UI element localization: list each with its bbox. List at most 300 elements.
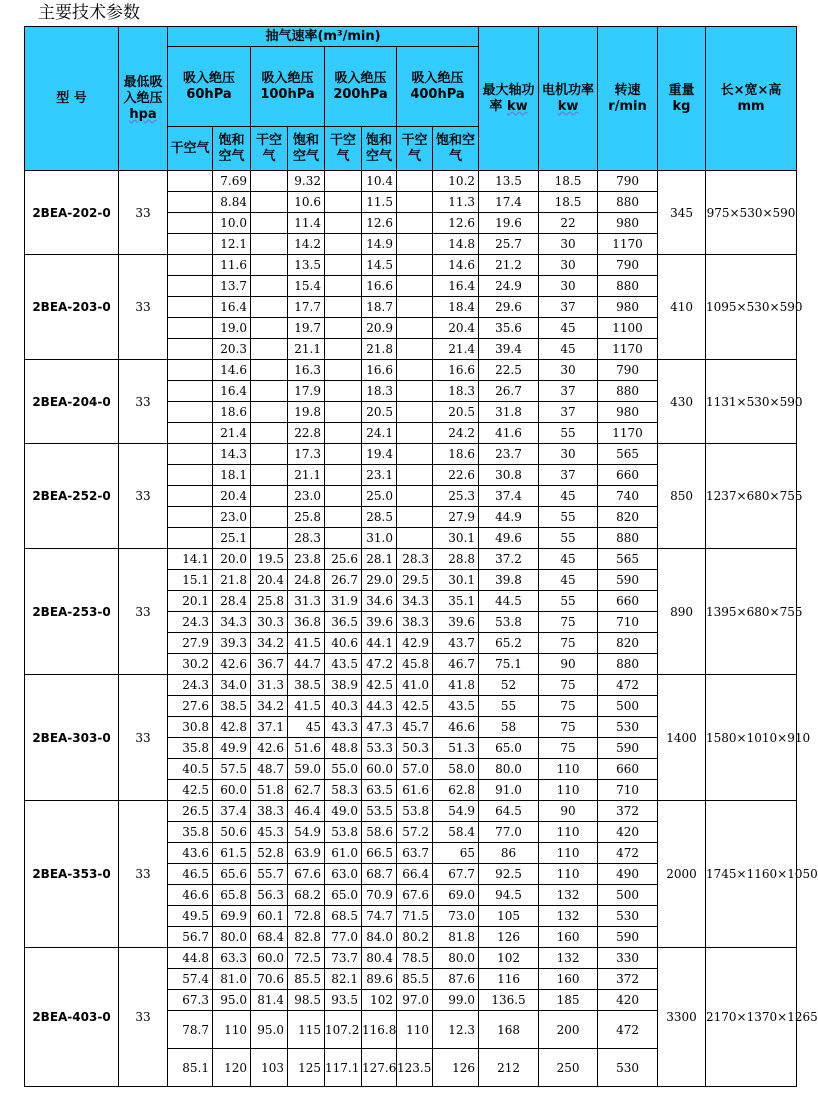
sat-400-cell: 58.4 bbox=[433, 822, 479, 843]
speed-cell: 565 bbox=[598, 549, 658, 570]
sat-400-cell: 25.3 bbox=[433, 486, 479, 507]
header-p60: 吸入绝压 60hPa bbox=[168, 47, 251, 127]
dry-200-cell: 31.9 bbox=[325, 591, 362, 612]
sat-100-cell: 9.32 bbox=[288, 171, 325, 192]
dry-60-cell: 67.3 bbox=[168, 990, 213, 1011]
max-shaft-power-cell: 41.6 bbox=[479, 423, 539, 444]
motor-power-cell: 45 bbox=[539, 549, 598, 570]
sat-100-cell: 22.8 bbox=[288, 423, 325, 444]
sat-400-cell: 54.9 bbox=[433, 801, 479, 822]
dry-400-cell: 42.9 bbox=[397, 633, 433, 654]
table-row bbox=[25, 360, 797, 381]
spec-table-body bbox=[25, 171, 818, 1087]
dry-60-cell: 85.1 bbox=[168, 1049, 213, 1087]
sat-400-cell: 46.7 bbox=[433, 654, 479, 675]
max-shaft-power-cell: 35.6 bbox=[479, 318, 539, 339]
sat-200-cell: 74.7 bbox=[362, 906, 397, 927]
dry-100-cell bbox=[251, 528, 288, 549]
dry-60-cell: 15.1 bbox=[168, 570, 213, 591]
dry-200-cell: 48.8 bbox=[325, 738, 362, 759]
header-weight: 重量 kg bbox=[658, 27, 706, 171]
speed-cell: 565 bbox=[598, 444, 658, 465]
sat-400-cell: 20.4 bbox=[433, 318, 479, 339]
sat-100-cell: 41.5 bbox=[288, 633, 325, 654]
sat-100-cell: 14.2 bbox=[288, 234, 325, 255]
sat-200-cell: 20.9 bbox=[362, 318, 397, 339]
dry-400-cell bbox=[397, 381, 433, 402]
motor-power-cell: 18.5 bbox=[539, 171, 598, 192]
dry-200-cell: 61.0 bbox=[325, 843, 362, 864]
max-shaft-power-cell: 212 bbox=[479, 1049, 539, 1087]
dry-100-cell: 31.3 bbox=[251, 675, 288, 696]
sat-100-cell: 31.3 bbox=[288, 591, 325, 612]
dry-60-cell bbox=[168, 507, 213, 528]
sat-60-cell: 110 bbox=[213, 1011, 251, 1049]
dry-400-cell bbox=[397, 507, 433, 528]
header-dry-60: 干空气 bbox=[168, 127, 213, 171]
speed-cell: 420 bbox=[598, 990, 658, 1011]
dims-cell: 1395×680×755 bbox=[706, 549, 797, 675]
dry-200-cell bbox=[325, 318, 362, 339]
motor-power-cell: 30 bbox=[539, 444, 598, 465]
max-shaft-power-cell: 58 bbox=[479, 717, 539, 738]
dry-400-cell: 57.0 bbox=[397, 759, 433, 780]
speed-cell: 372 bbox=[598, 969, 658, 990]
motor-power-cell: 45 bbox=[539, 318, 598, 339]
speed-cell: 980 bbox=[598, 402, 658, 423]
sat-400-cell: 46.6 bbox=[433, 717, 479, 738]
max-shaft-power-cell: 30.8 bbox=[479, 465, 539, 486]
max-shaft-power-cell: 91.0 bbox=[479, 780, 539, 801]
dry-400-cell: 38.3 bbox=[397, 612, 433, 633]
dry-60-cell bbox=[168, 276, 213, 297]
header-dry-400: 干空气 bbox=[397, 127, 433, 171]
dry-200-cell: 55.0 bbox=[325, 759, 362, 780]
weight-cell: 345 bbox=[658, 171, 706, 255]
motor-power-cell: 110 bbox=[539, 843, 598, 864]
dry-100-cell: 60.0 bbox=[251, 948, 288, 969]
dry-100-cell bbox=[251, 213, 288, 234]
speed-cell: 880 bbox=[598, 528, 658, 549]
dry-60-cell bbox=[168, 318, 213, 339]
speed-cell: 420 bbox=[598, 822, 658, 843]
dry-60-cell bbox=[168, 381, 213, 402]
sat-100-cell: 11.4 bbox=[288, 213, 325, 234]
sat-100-cell: 98.5 bbox=[288, 990, 325, 1011]
sat-400-cell: 80.0 bbox=[433, 948, 479, 969]
sat-100-cell: 46.4 bbox=[288, 801, 325, 822]
dry-100-cell: 52.8 bbox=[251, 843, 288, 864]
dims-cell: 975×530×590 bbox=[706, 171, 797, 255]
motor-power-cell: 37 bbox=[539, 381, 598, 402]
sat-100-cell: 59.0 bbox=[288, 759, 325, 780]
max-shaft-power-cell: 55 bbox=[479, 696, 539, 717]
max-shaft-power-cell: 64.5 bbox=[479, 801, 539, 822]
sat-100-cell: 82.8 bbox=[288, 927, 325, 948]
sat-60-cell: 120 bbox=[213, 1049, 251, 1087]
sat-200-cell: 89.6 bbox=[362, 969, 397, 990]
sat-100-cell: 68.2 bbox=[288, 885, 325, 906]
dry-400-cell bbox=[397, 213, 433, 234]
max-shaft-power-cell: 31.8 bbox=[479, 402, 539, 423]
dry-60-cell: 78.7 bbox=[168, 1011, 213, 1049]
max-shaft-power-cell: 44.9 bbox=[479, 507, 539, 528]
dry-400-cell bbox=[397, 402, 433, 423]
sat-200-cell: 14.9 bbox=[362, 234, 397, 255]
motor-power-cell: 37 bbox=[539, 297, 598, 318]
sat-200-cell: 127.6 bbox=[362, 1049, 397, 1087]
sat-200-cell: 116.8 bbox=[362, 1011, 397, 1049]
motor-power-cell: 55 bbox=[539, 423, 598, 444]
dry-200-cell: 43.3 bbox=[325, 717, 362, 738]
header-speed: 转速 r/min bbox=[598, 27, 658, 171]
sat-100-cell: 125 bbox=[288, 1049, 325, 1087]
sat-60-cell: 20.0 bbox=[213, 549, 251, 570]
dry-100-cell bbox=[251, 234, 288, 255]
sat-400-cell: 51.3 bbox=[433, 738, 479, 759]
motor-power-cell: 55 bbox=[539, 507, 598, 528]
motor-power-cell: 132 bbox=[539, 906, 598, 927]
sat-400-cell: 24.2 bbox=[433, 423, 479, 444]
sat-100-cell: 19.8 bbox=[288, 402, 325, 423]
header-sat-400: 饱和空气 bbox=[433, 127, 479, 171]
dry-100-cell: 56.3 bbox=[251, 885, 288, 906]
sat-60-cell: 11.6 bbox=[213, 255, 251, 276]
motor-power-cell: 55 bbox=[539, 528, 598, 549]
max-shaft-power-cell: 86 bbox=[479, 843, 539, 864]
header-sat-60: 饱和空气 bbox=[213, 127, 251, 171]
dry-200-cell bbox=[325, 339, 362, 360]
motor-power-cell: 75 bbox=[539, 696, 598, 717]
dry-400-cell: 42.5 bbox=[397, 696, 433, 717]
sat-400-cell: 43.7 bbox=[433, 633, 479, 654]
dry-400-cell bbox=[397, 276, 433, 297]
dry-400-cell: 28.3 bbox=[397, 549, 433, 570]
sat-400-cell: 11.3 bbox=[433, 192, 479, 213]
sat-100-cell: 115 bbox=[288, 1011, 325, 1049]
sat-400-cell: 65 bbox=[433, 843, 479, 864]
speed-cell: 820 bbox=[598, 633, 658, 654]
sat-100-cell: 17.9 bbox=[288, 381, 325, 402]
speed-cell: 590 bbox=[598, 738, 658, 759]
header-p200: 吸入绝压 200hPa bbox=[325, 47, 397, 127]
dry-200-cell: 93.5 bbox=[325, 990, 362, 1011]
sat-100-cell: 38.5 bbox=[288, 675, 325, 696]
sat-200-cell: 31.0 bbox=[362, 528, 397, 549]
model-cell: 2BEA-202-0 bbox=[25, 171, 119, 255]
sat-400-cell: 35.1 bbox=[433, 591, 479, 612]
dry-60-cell bbox=[168, 255, 213, 276]
dry-400-cell bbox=[397, 444, 433, 465]
sat-100-cell: 36.8 bbox=[288, 612, 325, 633]
min-pressure-cell: 33 bbox=[119, 255, 168, 360]
header-p400: 吸入绝压 400hPa bbox=[397, 47, 479, 127]
max-shaft-power-cell: 168 bbox=[479, 1011, 539, 1049]
dims-cell: 1095×530×590 bbox=[706, 255, 797, 360]
sat-200-cell: 44.1 bbox=[362, 633, 397, 654]
speed-cell: 472 bbox=[598, 675, 658, 696]
dry-100-cell: 51.8 bbox=[251, 780, 288, 801]
sat-100-cell: 63.9 bbox=[288, 843, 325, 864]
dry-100-cell: 25.8 bbox=[251, 591, 288, 612]
sat-400-cell: 14.8 bbox=[433, 234, 479, 255]
sat-400-cell: 14.6 bbox=[433, 255, 479, 276]
sat-60-cell: 57.5 bbox=[213, 759, 251, 780]
dry-100-cell bbox=[251, 402, 288, 423]
dry-400-cell: 97.0 bbox=[397, 990, 433, 1011]
dry-200-cell bbox=[325, 423, 362, 444]
max-shaft-power-cell: 126 bbox=[479, 927, 539, 948]
dry-60-cell: 56.7 bbox=[168, 927, 213, 948]
sat-200-cell: 18.3 bbox=[362, 381, 397, 402]
dry-100-cell bbox=[251, 318, 288, 339]
sat-400-cell: 10.2 bbox=[433, 171, 479, 192]
sat-200-cell: 102 bbox=[362, 990, 397, 1011]
max-shaft-power-cell: 39.8 bbox=[479, 570, 539, 591]
motor-power-cell: 75 bbox=[539, 612, 598, 633]
motor-power-cell: 90 bbox=[539, 801, 598, 822]
dry-60-cell: 43.6 bbox=[168, 843, 213, 864]
min-pressure-cell: 33 bbox=[119, 801, 168, 948]
sat-60-cell: 12.1 bbox=[213, 234, 251, 255]
dry-100-cell bbox=[251, 381, 288, 402]
dry-200-cell bbox=[325, 192, 362, 213]
model-cell: 2BEA-353-0 bbox=[25, 801, 119, 948]
speed-cell: 880 bbox=[598, 192, 658, 213]
dry-400-cell bbox=[397, 465, 433, 486]
dry-60-cell bbox=[168, 486, 213, 507]
max-shaft-power-cell: 17.4 bbox=[479, 192, 539, 213]
dry-200-cell bbox=[325, 171, 362, 192]
dry-200-cell: 40.6 bbox=[325, 633, 362, 654]
dry-100-cell: 42.6 bbox=[251, 738, 288, 759]
sat-200-cell: 84.0 bbox=[362, 927, 397, 948]
min-pressure-cell: 33 bbox=[119, 444, 168, 549]
motor-power-cell: 30 bbox=[539, 234, 598, 255]
sat-100-cell: 17.3 bbox=[288, 444, 325, 465]
dry-60-cell: 14.1 bbox=[168, 549, 213, 570]
dry-200-cell: 63.0 bbox=[325, 864, 362, 885]
sat-200-cell: 14.5 bbox=[362, 255, 397, 276]
spec-table bbox=[24, 26, 818, 1087]
max-shaft-power-cell: 52 bbox=[479, 675, 539, 696]
max-shaft-power-cell: 26.7 bbox=[479, 381, 539, 402]
dry-100-cell: 70.6 bbox=[251, 969, 288, 990]
sat-200-cell: 39.6 bbox=[362, 612, 397, 633]
dry-200-cell: 68.5 bbox=[325, 906, 362, 927]
sat-60-cell: 81.0 bbox=[213, 969, 251, 990]
sat-100-cell: 21.1 bbox=[288, 339, 325, 360]
sat-60-cell: 14.6 bbox=[213, 360, 251, 381]
dry-200-cell bbox=[325, 444, 362, 465]
header-pump-rate: 抽气速率(m³/min) bbox=[168, 27, 479, 47]
model-cell: 2BEA-203-0 bbox=[25, 255, 119, 360]
sat-400-cell: 18.3 bbox=[433, 381, 479, 402]
dry-60-cell: 27.6 bbox=[168, 696, 213, 717]
sat-100-cell: 44.7 bbox=[288, 654, 325, 675]
sat-400-cell: 12.3 bbox=[433, 1011, 479, 1049]
sat-60-cell: 25.1 bbox=[213, 528, 251, 549]
sat-60-cell: 63.3 bbox=[213, 948, 251, 969]
dry-200-cell: 107.2 bbox=[325, 1011, 362, 1049]
sat-200-cell: 58.6 bbox=[362, 822, 397, 843]
dry-200-cell bbox=[325, 234, 362, 255]
sat-200-cell: 28.1 bbox=[362, 549, 397, 570]
sat-200-cell: 11.5 bbox=[362, 192, 397, 213]
sat-200-cell: 53.5 bbox=[362, 801, 397, 822]
speed-cell: 530 bbox=[598, 906, 658, 927]
dry-100-cell bbox=[251, 276, 288, 297]
dry-400-cell: 123.5 bbox=[397, 1049, 433, 1087]
sat-60-cell: 65.6 bbox=[213, 864, 251, 885]
weight-cell: 430 bbox=[658, 360, 706, 444]
sat-200-cell: 60.0 bbox=[362, 759, 397, 780]
dry-60-cell: 30.2 bbox=[168, 654, 213, 675]
dry-100-cell: 34.2 bbox=[251, 633, 288, 654]
motor-power-cell: 110 bbox=[539, 822, 598, 843]
dry-100-cell bbox=[251, 444, 288, 465]
sat-100-cell: 23.8 bbox=[288, 549, 325, 570]
dry-100-cell bbox=[251, 171, 288, 192]
sat-60-cell: 34.3 bbox=[213, 612, 251, 633]
sat-400-cell: 67.7 bbox=[433, 864, 479, 885]
header-max-shaft-power bbox=[479, 27, 539, 171]
dry-60-cell: 24.3 bbox=[168, 612, 213, 633]
speed-cell: 1100 bbox=[598, 318, 658, 339]
sat-100-cell: 21.1 bbox=[288, 465, 325, 486]
sat-100-cell: 19.7 bbox=[288, 318, 325, 339]
dry-100-cell: 55.7 bbox=[251, 864, 288, 885]
sat-200-cell: 20.5 bbox=[362, 402, 397, 423]
dry-60-cell bbox=[168, 234, 213, 255]
motor-power-cell: 200 bbox=[539, 1011, 598, 1049]
dry-400-cell bbox=[397, 528, 433, 549]
header-min-pressure bbox=[119, 27, 168, 171]
header-motor-power-label: 电机功率 bbox=[542, 82, 595, 98]
dry-100-cell bbox=[251, 255, 288, 276]
table-row bbox=[25, 549, 797, 570]
motor-power-cell: 75 bbox=[539, 717, 598, 738]
table-row bbox=[25, 171, 797, 192]
dry-60-cell: 42.5 bbox=[168, 780, 213, 801]
model-cell: 2BEA-252-0 bbox=[25, 444, 119, 549]
dry-100-cell bbox=[251, 486, 288, 507]
header-sat-200: 饱和空气 bbox=[362, 127, 397, 171]
sat-100-cell: 17.7 bbox=[288, 297, 325, 318]
sat-100-cell: 10.6 bbox=[288, 192, 325, 213]
dry-400-cell: 53.8 bbox=[397, 801, 433, 822]
sat-200-cell: 12.6 bbox=[362, 213, 397, 234]
dry-400-cell: 29.5 bbox=[397, 570, 433, 591]
sat-100-cell: 16.3 bbox=[288, 360, 325, 381]
dry-100-cell: 20.4 bbox=[251, 570, 288, 591]
header-max-shaft-power-label: 最大轴功率 bbox=[482, 82, 535, 114]
sat-60-cell: 42.8 bbox=[213, 717, 251, 738]
motor-power-cell: 37 bbox=[539, 465, 598, 486]
sat-100-cell: 45 bbox=[288, 717, 325, 738]
max-shaft-power-cell: 105 bbox=[479, 906, 539, 927]
sat-400-cell: 18.4 bbox=[433, 297, 479, 318]
dry-100-cell bbox=[251, 423, 288, 444]
motor-power-cell: 90 bbox=[539, 654, 598, 675]
dry-60-cell bbox=[168, 444, 213, 465]
header-model: 型 号 bbox=[25, 27, 119, 171]
sat-60-cell: 13.7 bbox=[213, 276, 251, 297]
dry-200-cell bbox=[325, 381, 362, 402]
max-shaft-power-cell: 19.6 bbox=[479, 213, 539, 234]
dry-200-cell: 53.8 bbox=[325, 822, 362, 843]
dry-100-cell bbox=[251, 297, 288, 318]
table-row bbox=[25, 255, 797, 276]
dry-400-cell: 71.5 bbox=[397, 906, 433, 927]
sat-400-cell: 12.6 bbox=[433, 213, 479, 234]
min-pressure-cell: 33 bbox=[119, 549, 168, 675]
sat-100-cell: 67.6 bbox=[288, 864, 325, 885]
header-dims: 长×宽×高 mm bbox=[706, 27, 797, 171]
weight-cell: 850 bbox=[658, 444, 706, 549]
sat-200-cell: 16.6 bbox=[362, 360, 397, 381]
dry-60-cell bbox=[168, 171, 213, 192]
sat-400-cell: 58.0 bbox=[433, 759, 479, 780]
min-pressure-cell: 33 bbox=[119, 948, 168, 1087]
sat-200-cell: 21.8 bbox=[362, 339, 397, 360]
dry-400-cell: 45.7 bbox=[397, 717, 433, 738]
dry-60-cell bbox=[168, 528, 213, 549]
sat-200-cell: 23.1 bbox=[362, 465, 397, 486]
dry-200-cell bbox=[325, 213, 362, 234]
sat-60-cell: 14.3 bbox=[213, 444, 251, 465]
dry-100-cell bbox=[251, 360, 288, 381]
dry-100-cell: 38.3 bbox=[251, 801, 288, 822]
sat-400-cell: 28.8 bbox=[433, 549, 479, 570]
dims-cell: 1745×1160×1050 bbox=[706, 801, 797, 948]
dry-100-cell: 48.7 bbox=[251, 759, 288, 780]
sat-200-cell: 25.0 bbox=[362, 486, 397, 507]
sat-400-cell: 99.0 bbox=[433, 990, 479, 1011]
motor-power-cell: 75 bbox=[539, 675, 598, 696]
motor-power-cell: 22 bbox=[539, 213, 598, 234]
dry-400-cell bbox=[397, 255, 433, 276]
motor-power-cell: 45 bbox=[539, 486, 598, 507]
sat-400-cell: 21.4 bbox=[433, 339, 479, 360]
sat-60-cell: 61.5 bbox=[213, 843, 251, 864]
dry-100-cell: 81.4 bbox=[251, 990, 288, 1011]
dry-100-cell: 30.3 bbox=[251, 612, 288, 633]
max-shaft-power-cell: 136.5 bbox=[479, 990, 539, 1011]
dry-60-cell: 35.8 bbox=[168, 738, 213, 759]
dry-100-cell: 60.1 bbox=[251, 906, 288, 927]
sat-200-cell: 68.7 bbox=[362, 864, 397, 885]
sat-200-cell: 18.7 bbox=[362, 297, 397, 318]
sat-60-cell: 80.0 bbox=[213, 927, 251, 948]
motor-power-cell: 160 bbox=[539, 969, 598, 990]
dry-100-cell: 45.3 bbox=[251, 822, 288, 843]
dry-60-cell: 24.3 bbox=[168, 675, 213, 696]
sat-400-cell: 16.4 bbox=[433, 276, 479, 297]
sat-400-cell: 126 bbox=[433, 1049, 479, 1087]
sat-60-cell: 28.4 bbox=[213, 591, 251, 612]
table-row bbox=[25, 948, 797, 969]
dry-200-cell bbox=[325, 507, 362, 528]
motor-power-cell: 45 bbox=[539, 570, 598, 591]
dry-200-cell: 65.0 bbox=[325, 885, 362, 906]
model-cell: 2BEA-204-0 bbox=[25, 360, 119, 444]
sat-200-cell: 63.5 bbox=[362, 780, 397, 801]
speed-cell: 980 bbox=[598, 213, 658, 234]
dry-60-cell bbox=[168, 423, 213, 444]
dry-400-cell: 85.5 bbox=[397, 969, 433, 990]
dry-400-cell bbox=[397, 486, 433, 507]
